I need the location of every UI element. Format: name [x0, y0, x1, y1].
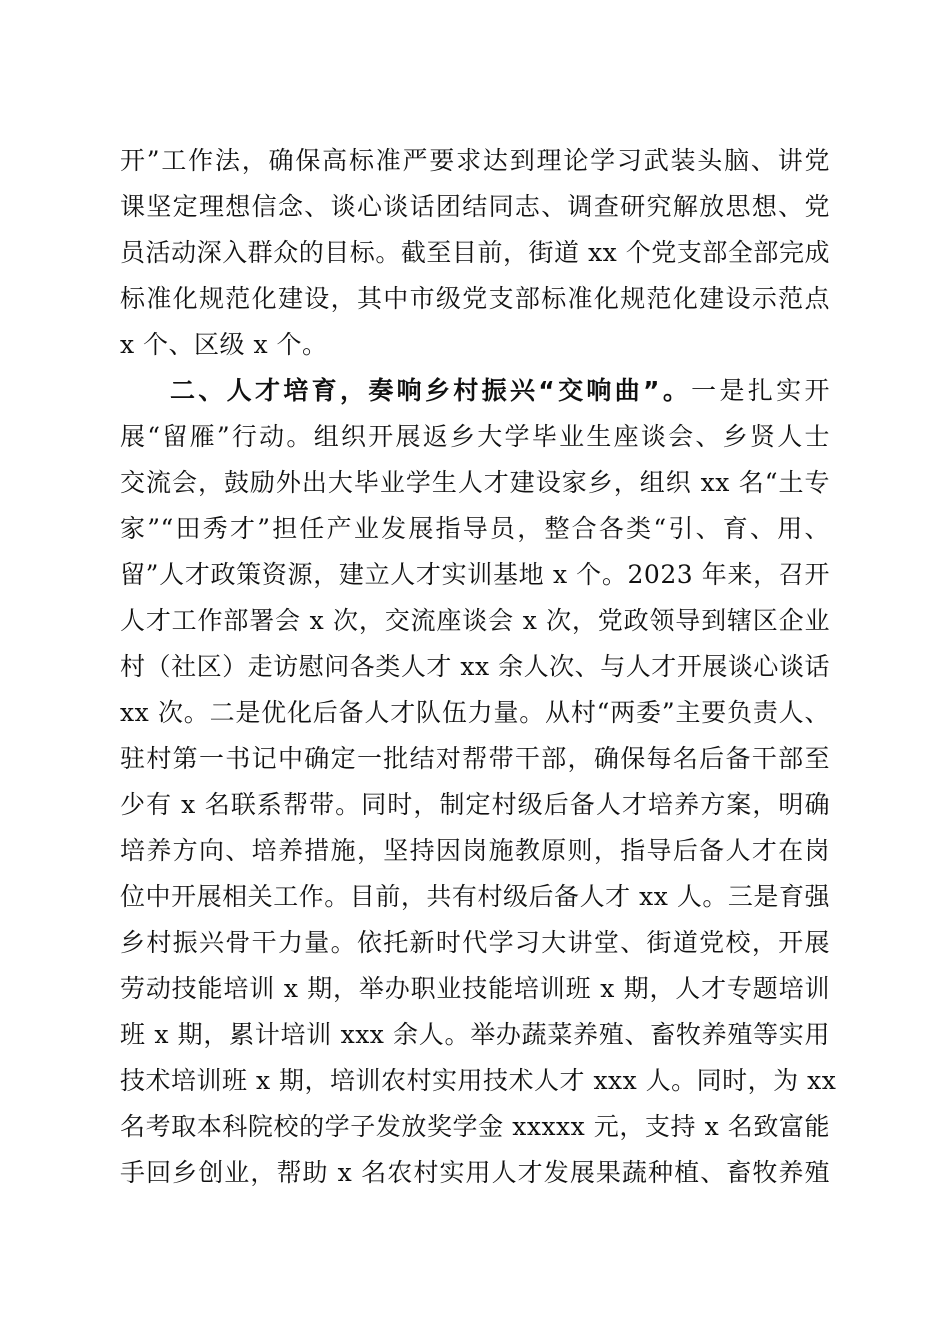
document-body — [120, 138, 837, 1196]
text-line: 位中开展相关工作。目前，共有村级后备人才 xx 人。三是育强 — [120, 882, 830, 911]
text-line: 留”人才政策资源，建立人才实训基地 x 个。2023 年来，召开 — [120, 560, 830, 589]
text-line: 家”“田秀才”担任产业发展指导员，整合各类“引、育、用、 — [120, 514, 830, 543]
text-line: x 个、区级 x 个。 — [120, 330, 328, 359]
text-line: 开”工作法，确保高标准严要求达到理论学习武装头脑、讲党 — [120, 146, 830, 175]
text-line: 村（社区）走访慰问各类人才 xx 余人次、与人才开展谈心谈话 — [120, 652, 830, 681]
text-line: 培养方向、培养措施，坚持因岗施教原则，指导后备人才在岗 — [120, 836, 830, 865]
text-line: 名考取本科院校的学子发放奖学金 xxxxx 元，支持 x 名致富能 — [120, 1112, 830, 1141]
section-2-lead-text: 一是扎实开 — [691, 376, 830, 405]
text-line: 标准化规范化建设，其中市级党支部标准化规范化建设示范点 — [120, 284, 830, 313]
section-heading: 二、人才培育，奏响乡村振兴“交响曲”。 — [170, 376, 692, 405]
text-line: 少有 x 名联系帮带。同时，制定村级后备人才培养方案，明确 — [120, 790, 830, 819]
text-line: 手回乡创业，帮助 x 名农村实用人才发展果蔬种植、畜牧养殖 — [120, 1158, 830, 1187]
text-line: 人才工作部署会 x 次，交流座谈会 x 次，党政领导到辖区企业 — [120, 606, 830, 635]
text-line: 乡村振兴骨干力量。依托新时代学习大讲堂、街道党校，开展 — [120, 928, 830, 957]
text-line: 展“留雁”行动。组织开展返乡大学毕业生座谈会、乡贤人士 — [120, 422, 830, 451]
text-line: 班 x 期，累计培训 xxx 余人。举办蔬菜养殖、畜牧养殖等实用 — [120, 1020, 830, 1049]
text-line: 交流会，鼓励外出大毕业学生人才建设家乡，组织 xx 名“土专 — [120, 468, 830, 497]
text-line: 劳动技能培训 x 期，举办职业技能培训班 x 期，人才专题培训 — [120, 974, 830, 1003]
text-line: xx 次。二是优化后备人才队伍力量。从村“两委”主要负责人、 — [120, 698, 830, 727]
text-line: 课坚定理想信念、谈心谈话团结同志、调查研究解放思想、党 — [120, 192, 830, 221]
text-line: 技术培训班 x 期，培训农村实用技术人才 xxx 人。同时，为 xx — [120, 1066, 837, 1095]
text-line: 驻村第一书记中确定一批结对帮带干部，确保每名后备干部至 — [120, 744, 830, 773]
section-2-first-line — [120, 368, 830, 414]
text-line: 员活动深入群众的目标。截至目前，街道 xx 个党支部全部完成 — [120, 238, 830, 267]
